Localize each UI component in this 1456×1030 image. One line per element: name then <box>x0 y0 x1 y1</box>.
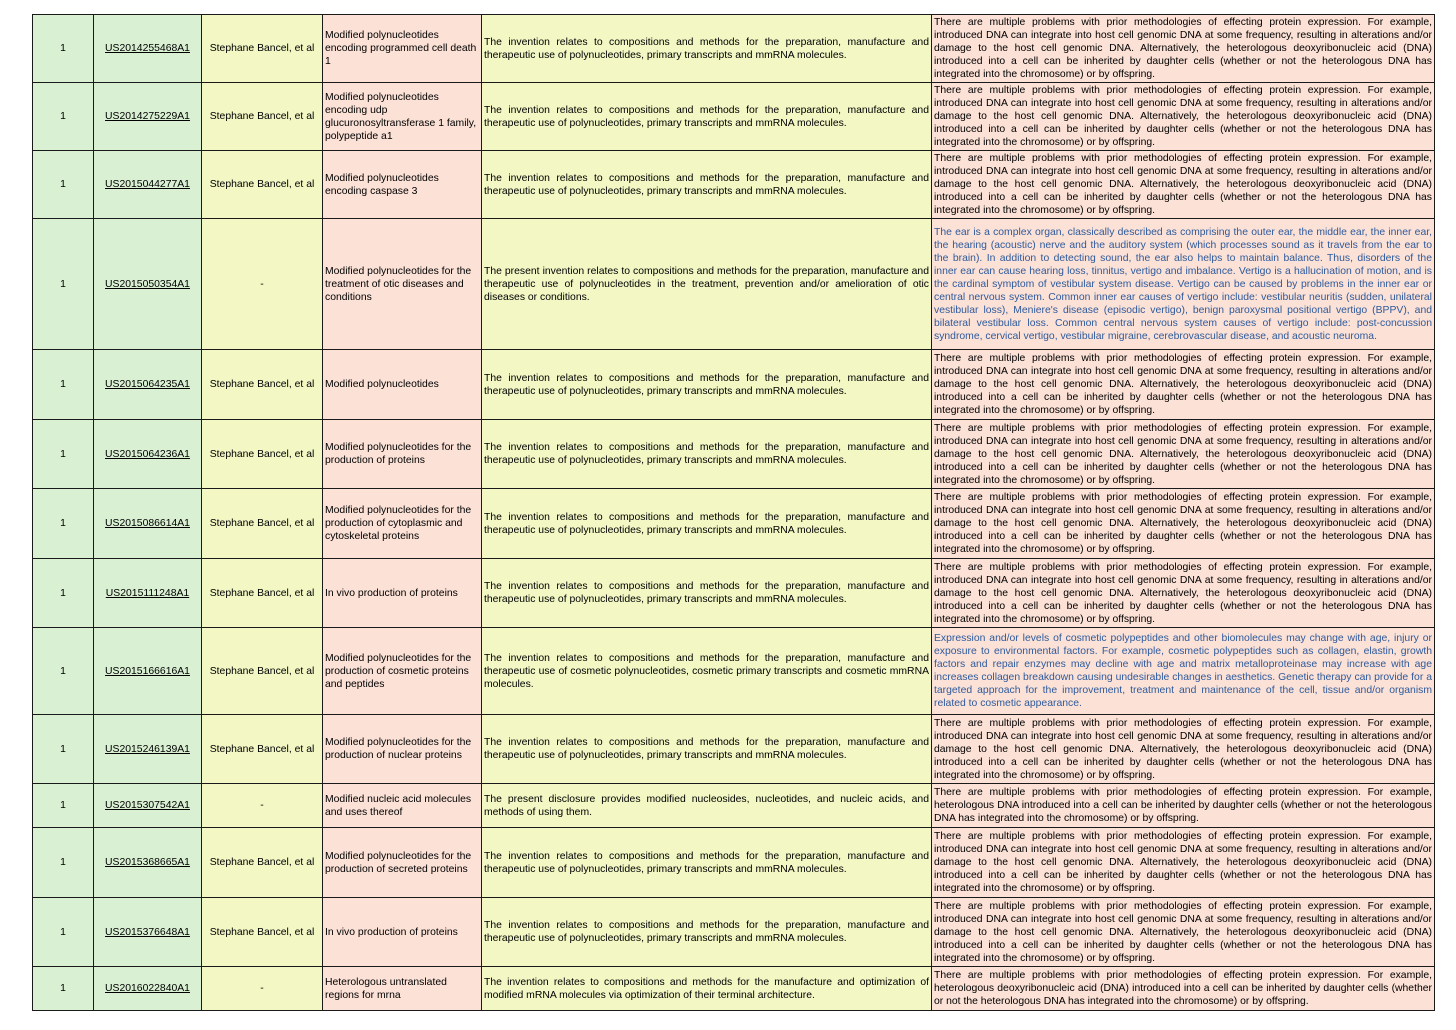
count-cell: 1 <box>33 715 94 784</box>
table-row <box>33 828 1435 898</box>
patent-link[interactable]: US2014255468A1 <box>105 43 190 54</box>
patent-number-cell[interactable] <box>94 628 202 715</box>
count-cell: 1 <box>33 898 94 967</box>
background-cell: There are multiple problems with prior methodologies of effecting protein expression. For example, introduced DNA can integrate into host cell genomic DNA at some frequency, resulting in alterations and/or damage to the host cell genomic DNA. Alternatively, the heterologous deoxyribonucleic acid (DNA) introduced into a cell can be inherited by daughter cells (whether or not the heterologous DNA has integrated into the chromosome) or by offspring. <box>932 151 1435 219</box>
count-cell: 1 <box>33 83 94 151</box>
patent-number-cell[interactable] <box>94 898 202 967</box>
patent-link[interactable]: US2015246139A1 <box>105 743 190 755</box>
abstract-cell: The invention relates to compositions and methods for the preparation, manufacture and therapeutic use of polynucleotides, primary transcripts and mmRNA molecules. <box>482 350 932 420</box>
abstract-cell: The invention relates to compositions and methods for the preparation, manufacture and therapeutic use of polynucleotides, primary transcripts and mmRNA molecules. <box>482 151 932 219</box>
background-cell: The ear is a complex organ, classically described as comprising the outer ear, the middle ear, the inner ear, the hearing (acoustic) nerve and the auditory system (which processes sound as it travels from the ear to the brain). In addition to detecting sound, the ear also helps to maintain balance. Thus, disorders of the inner ear can cause hearing loss, tinnitus, vertigo and imbalance. Vertigo is a hallucination of motion, and is the cardinal symptom of vestibular system disease. Vertigo can be caused by problems in the inner ear or central nervous system. Common inner ear causes of vertigo include: vestibular neuritis (sudden, unilateral vestibular loss), Meniere's disease (episodic vertigo), benign paroxysmal positional vertigo (BPPV), and bilateral vestibular loss. Common central nervous system causes of vertigo include: post-concussion syndrome, cervical vertigo, vestibular migraine, cerebrovascular disease, and acoustic neuroma. <box>932 219 1435 350</box>
title-cell: Modified polynucleotides for the production of cytoplasmic and cytoskeletal proteins <box>323 489 482 559</box>
title-cell: Modified polynucleotides for the production of cosmetic proteins and peptides <box>323 628 482 715</box>
patent-table <box>32 14 1435 1011</box>
inventor-cell: Stephane Bancel, et al <box>202 83 323 151</box>
background-cell: There are multiple problems with prior methodologies of effecting protein expression. For example, introduced DNA can integrate into host cell genomic DNA at some frequency, resulting in alterations and/or damage to the host cell genomic DNA. Alternatively, the heterologous deoxyribonucleic acid (DNA) introduced into a cell can be inherited by daughter cells (whether or not the heterologous DNA has integrated into the chromosome) or by offspring. <box>932 898 1435 967</box>
abstract-cell: The invention relates to compositions and methods for the preparation, manufacture and therapeutic use of polynucleotides, primary transcripts and mmRNA molecules. <box>482 83 932 151</box>
inventor-cell: Stephane Bancel, et al <box>202 350 323 420</box>
table-row <box>33 784 1435 828</box>
patent-link[interactable]: US2015064235A1 <box>105 379 190 390</box>
count-cell: 1 <box>33 628 94 715</box>
patent-number-cell[interactable] <box>94 489 202 559</box>
title-cell: Modified polynucleotides encoding caspase 3 <box>323 151 482 219</box>
count-cell: 1 <box>33 489 94 559</box>
patent-number-cell[interactable] <box>94 715 202 784</box>
patent-link[interactable]: US2015044277A1 <box>105 179 190 190</box>
title-cell: Modified polynucleotides for the treatment of otic diseases and conditions <box>323 219 482 350</box>
patent-number-cell[interactable] <box>94 83 202 151</box>
patent-link[interactable]: US2015111248A1 <box>105 587 190 599</box>
background-cell: There are multiple problems with prior methodologies of effecting protein expression. For example, introduced DNA can integrate into host cell genomic DNA at some frequency, resulting in alterations and/or damage to the host cell genomic DNA. Alternatively, the heterologous deoxyribonucleic acid (DNA) introduced into a cell can be inherited by daughter cells (whether or not the heterologous DNA has integrated into the chromosome) or by offspring. <box>932 420 1435 489</box>
patent-number-cell[interactable] <box>94 828 202 898</box>
background-cell: There are multiple problems with prior methodologies of effecting protein expression. For example, introduced DNA can integrate into host cell genomic DNA at some frequency, resulting in alterations and/or damage to the host cell genomic DNA. Alternatively, the heterologous deoxyribonucleic acid (DNA) introduced into a cell can be inherited by daughter cells (whether or not the heterologous DNA has integrated into the chromosome) or by offspring. <box>932 828 1435 898</box>
table-row <box>33 715 1435 784</box>
background-cell: There are multiple problems with prior methodologies of effecting protein expression. For example, heterologous deoxyribonucleic acid (DNA) introduced into a cell can be inherited by daughter cells (whether or not the heterologous DNA has integrated into the chromosome) or by offspring. <box>932 967 1435 1011</box>
count-cell: 1 <box>33 967 94 1011</box>
abstract-cell: The invention relates to compositions and methods for the preparation, manufacture and therapeutic use of polynucleotides, primary transcripts and mmRNA molecules. <box>482 559 932 628</box>
abstract-cell: The invention relates to compositions and methods for the preparation, manufacture and therapeutic use of cosmetic polynucleotides, cosmetic primary transcripts and cosmetic mmRNA molecules. <box>482 628 932 715</box>
background-cell: There are multiple problems with prior methodologies of effecting protein expression. For example, heterologous DNA introduced into a cell can be inherited by daughter cells (whether or not the heterologous DNA has integrated into the chromosome) or by offspring. <box>932 784 1435 828</box>
table-row <box>33 420 1435 489</box>
abstract-cell: The invention relates to compositions and methods for the preparation, manufacture and therapeutic use of polynucleotides, primary transcripts and mmRNA molecules. <box>482 489 932 559</box>
table-row <box>33 628 1435 715</box>
background-cell: Expression and/or levels of cosmetic polypeptides and other biomolecules may change with age, injury or exposure to environmental factors. For example, cosmetic polypeptides such as collagen, elastin, growth factors and repair enzymes may decline with age and matrix metalloproteinase may increase with age increases collagen breakdown causing undesirable changes in aesthetics. Genetic therapy can provide for a targeted approach for the improvement, treatment and maintenance of the cell, tissue and/or organism related to cosmetic appearance. <box>932 628 1435 715</box>
background-cell: There are multiple problems with prior methodologies of effecting protein expression. For example, introduced DNA can integrate into host cell genomic DNA at some frequency, resulting in alterations and/or damage to the host cell genomic DNA. Alternatively, the heterologous deoxyribonucleic acid (DNA) introduced into a cell can be inherited by daughter cells (whether or not the heterologous DNA has integrated into the chromosome) or by offspring. <box>932 83 1435 151</box>
patent-link[interactable]: US2016022840A1 <box>105 983 190 994</box>
title-cell: Modified nucleic acid molecules and uses thereof <box>323 784 482 828</box>
patent-number-cell[interactable] <box>94 15 202 83</box>
abstract-cell: The invention relates to compositions and methods for the manufacture and optimization of modified mRNA molecules via optimization of their terminal architecture. <box>482 967 932 1011</box>
abstract-cell: The invention relates to compositions and methods for the preparation, manufacture and therapeutic use of polynucleotides, primary transcripts and mmRNA molecules. <box>482 715 932 784</box>
patent-link[interactable]: US2015376648A1 <box>105 926 190 938</box>
abstract-cell: The invention relates to compositions and methods for the preparation, manufacture and therapeutic use of polynucleotides, primary transcripts and mmRNA molecules. <box>482 420 932 489</box>
patent-link[interactable]: US2015050354A1 <box>105 278 190 290</box>
inventor-cell: - <box>202 967 323 1011</box>
count-cell: 1 <box>33 151 94 219</box>
abstract-cell: The present invention relates to compositions and methods for the preparation, manufacture and therapeutic use of polynucleotides in the treatment, prevention and/or amelioration of otic diseases or conditions. <box>482 219 932 350</box>
table-row <box>33 559 1435 628</box>
inventor-cell: - <box>202 219 323 350</box>
title-cell: Modified polynucleotides encoding programmed cell death 1 <box>323 15 482 83</box>
inventor-cell: Stephane Bancel, et al <box>202 715 323 784</box>
title-cell: Modified polynucleotides for the production of nuclear proteins <box>323 715 482 784</box>
patent-number-cell[interactable] <box>94 784 202 828</box>
background-cell: There are multiple problems with prior methodologies of effecting protein expression. For example, introduced DNA can integrate into host cell genomic DNA at some frequency, resulting in alterations and/or damage to the host cell genomic DNA. Alternatively, the heterologous deoxyribonucleic acid (DNA) introduced into a cell can be inherited by daughter cells (whether or not the heterologous DNA has integrated into the chromosome) or by offspring. <box>932 350 1435 420</box>
inventor-cell: Stephane Bancel, et al <box>202 15 323 83</box>
inventor-cell: Stephane Bancel, et al <box>202 420 323 489</box>
background-cell: There are multiple problems with prior methodologies of effecting protein expression. For example, introduced DNA can integrate into host cell genomic DNA at some frequency, resulting in alterations and/or damage to the host cell genomic DNA. Alternatively, the heterologous deoxyribonucleic acid (DNA) introduced into a cell can be inherited by daughter cells (whether or not the heterologous DNA has integrated into the chromosome) or by offspring. <box>932 715 1435 784</box>
background-cell: There are multiple problems with prior methodologies of effecting protein expression. For example, introduced DNA can integrate into host cell genomic DNA at some frequency, resulting in alterations and/or damage to the host cell genomic DNA. Alternatively, the heterologous deoxyribonucleic acid (DNA) introduced into a cell can be inherited by daughter cells (whether or not the heterologous DNA has integrated into the chromosome) or by offspring. <box>932 489 1435 559</box>
patent-number-cell[interactable] <box>94 151 202 219</box>
abstract-cell: The invention relates to compositions and methods for the preparation, manufacture and therapeutic use of polynucleotides, primary transcripts and mmRNA molecules. <box>482 898 932 967</box>
patent-link[interactable]: US2014275229A1 <box>105 111 190 122</box>
table-row <box>33 83 1435 151</box>
count-cell: 1 <box>33 350 94 420</box>
title-cell: Modified polynucleotides <box>323 350 482 420</box>
abstract-cell: The invention relates to compositions and methods for the preparation, manufacture and therapeutic use of polynucleotides, primary transcripts and mmRNA molecules. <box>482 15 932 83</box>
title-cell: In vivo production of proteins <box>323 898 482 967</box>
table-row <box>33 219 1435 350</box>
background-cell: There are multiple problems with prior methodologies of effecting protein expression. For example, introduced DNA can integrate into host cell genomic DNA at some frequency, resulting in alterations and/or damage to the host cell genomic DNA. Alternatively, the heterologous deoxyribonucleic acid (DNA) introduced into a cell can be inherited by daughter cells (whether or not the heterologous DNA has integrated into the chromosome) or by offspring. <box>932 15 1435 83</box>
patent-link[interactable]: US2015166616A1 <box>105 665 190 677</box>
count-cell: 1 <box>33 420 94 489</box>
title-cell: Modified polynucleotides for the production of secreted proteins <box>323 828 482 898</box>
inventor-cell: Stephane Bancel, et al <box>202 628 323 715</box>
table-row <box>33 151 1435 219</box>
title-cell: Modified polynucleotides for the production of proteins <box>323 420 482 489</box>
abstract-cell: The invention relates to compositions and methods for the preparation, manufacture and therapeutic use of polynucleotides, primary transcripts and mmRNA molecules. <box>482 828 932 898</box>
count-cell: 1 <box>33 559 94 628</box>
abstract-cell: The present disclosure provides modified nucleosides, nucleotides, and nucleic acids, and methods of using them. <box>482 784 932 828</box>
patent-number-cell[interactable] <box>94 559 202 628</box>
count-cell: 1 <box>33 15 94 83</box>
inventor-cell: Stephane Bancel, et al <box>202 489 323 559</box>
inventor-cell: Stephane Bancel, et al <box>202 898 323 967</box>
patent-number-cell[interactable] <box>94 350 202 420</box>
count-cell: 1 <box>33 219 94 350</box>
patent-number-cell[interactable] <box>94 967 202 1011</box>
inventor-cell: - <box>202 784 323 828</box>
background-cell: There are multiple problems with prior methodologies of effecting protein expression. For example, introduced DNA can integrate into host cell genomic DNA at some frequency, resulting in alterations and/or damage to the host cell genomic DNA. Alternatively, the heterologous deoxyribonucleic acid (DNA) introduced into a cell can be inherited by daughter cells (whether or not the heterologous DNA has integrated into the chromosome) or by offspring. <box>932 559 1435 628</box>
patent-number-cell[interactable] <box>94 219 202 350</box>
table-row <box>33 15 1435 83</box>
table-row <box>33 489 1435 559</box>
title-cell: Heterologous untranslated regions for mrna <box>323 967 482 1011</box>
patent-link[interactable]: US2015307542A1 <box>105 800 190 811</box>
title-cell: In vivo production of proteins <box>323 559 482 628</box>
patent-number-cell[interactable] <box>94 420 202 489</box>
count-cell: 1 <box>33 828 94 898</box>
table-row <box>33 350 1435 420</box>
patent-link[interactable]: US2015064236A1 <box>105 448 190 460</box>
patent-link[interactable]: US2015368665A1 <box>105 857 190 868</box>
table-row <box>33 898 1435 967</box>
patent-link[interactable]: US2015086614A1 <box>105 518 190 529</box>
inventor-cell: Stephane Bancel, et al <box>202 559 323 628</box>
table-row <box>33 967 1435 1011</box>
inventor-cell: Stephane Bancel, et al <box>202 828 323 898</box>
title-cell: Modified polynucleotides encoding udp glucuronosyltransferase 1 family, polypeptide a1 <box>323 83 482 151</box>
count-cell: 1 <box>33 784 94 828</box>
inventor-cell: Stephane Bancel, et al <box>202 151 323 219</box>
